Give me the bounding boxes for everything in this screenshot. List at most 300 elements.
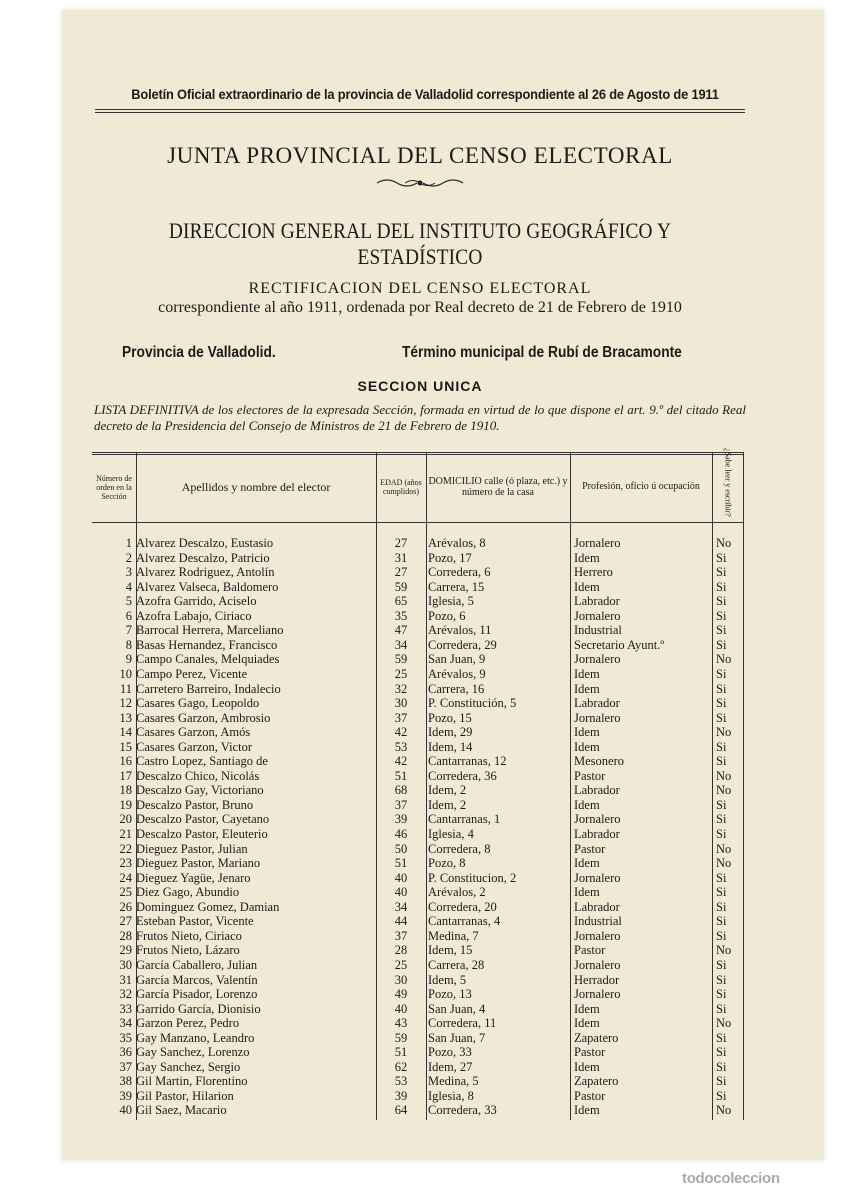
cell-age: 59 [394, 579, 408, 594]
cell-num: 10 [119, 666, 132, 681]
cell-name: Campo Perez, Vicente [136, 666, 248, 681]
cell-read: Si [716, 681, 727, 696]
table-row [92, 609, 744, 624]
cell-dom: San Juan, 4 [428, 1001, 486, 1016]
cell-num: 12 [119, 696, 132, 711]
cell-num: 25 [119, 885, 132, 900]
cell-name: Gay Sanchez, Sergio [136, 1059, 241, 1074]
cell-dom: Iglesia, 8 [428, 1088, 474, 1103]
cell-prof: Idem [574, 550, 600, 565]
cell-dom: Pozo, 15 [428, 710, 472, 725]
provincia-label: Provincia de Valladolid. [122, 344, 276, 361]
table-row [92, 754, 744, 769]
table-row [92, 1045, 744, 1060]
cell-age: 30 [394, 696, 408, 711]
cell-name: Carretero Barreiro, Indalecio [136, 681, 281, 696]
cell-prof: Idem [574, 1001, 600, 1016]
table-row [92, 565, 744, 580]
header-age: EDAD (años cumplidos) [380, 478, 422, 496]
cell-read: Si [716, 899, 727, 914]
cell-read: Si [716, 579, 727, 594]
lista-paragraph: LISTA DEFINITIVA de los electores de la expresada Sección, formada en virtud de lo que dispone el art. 9.º del citado Real decreto de la Presidencia del Consejo de Ministros de 21 de Febrero de 1910. [94, 402, 746, 433]
table-row [92, 871, 744, 886]
cell-name: Dieguez Pastor, Mariano [136, 856, 261, 871]
table-row [92, 682, 744, 697]
cell-dom: Carrera, 28 [428, 957, 485, 972]
cell-age: 27 [394, 536, 408, 550]
cell-dom: Corredera, 6 [428, 565, 491, 580]
cell-name: Dieguez Yagüe, Jenaro [136, 870, 251, 885]
cell-name: Alvarez Rodriguez, Antolín [136, 565, 275, 580]
cell-age: 53 [394, 1074, 408, 1089]
table-row [92, 1002, 744, 1017]
cell-prof: Labrador [574, 783, 620, 798]
cell-read: Si [716, 1074, 727, 1089]
cell-read: Si [716, 710, 727, 725]
cell-prof: Herrador [574, 972, 620, 987]
table-row [92, 711, 744, 726]
cell-name: Descalzo Gay, Victoriano [136, 783, 264, 798]
cell-read: Si [716, 987, 727, 1002]
cell-age: 25 [394, 666, 408, 681]
cell-dom: Pozo, 13 [428, 987, 472, 1002]
cell-age: 59 [394, 1030, 408, 1045]
cell-prof: Jornalero [574, 870, 621, 885]
cell-prof: Jornalero [574, 608, 621, 623]
cell-age: 40 [394, 885, 408, 900]
table-row [92, 929, 744, 944]
cell-age: 42 [394, 754, 408, 769]
cell-num: 14 [119, 725, 132, 740]
cell-age: 43 [394, 1016, 408, 1031]
cell-age: 62 [394, 1059, 408, 1074]
cell-age: 25 [394, 957, 408, 972]
cell-read: Si [716, 1045, 727, 1060]
cell-prof: Jornalero [574, 652, 621, 667]
cell-prof: Labrador [574, 594, 620, 609]
cell-name: Frutos Nieto, Lázaro [136, 943, 240, 958]
cell-age: 46 [394, 827, 408, 841]
cell-name: Descalzo Pastor, Bruno [136, 797, 254, 812]
cell-read: Si [716, 797, 727, 812]
cell-num: 24 [119, 870, 132, 885]
cell-dom: Pozo, 17 [428, 550, 472, 565]
correspondiente-line: correspondiente al año 1911, ordenada por Real decreto de 21 de Febrero de 1910 [158, 299, 682, 316]
cell-num: 17 [119, 768, 132, 783]
table-row [92, 812, 744, 827]
cell-name: Gay Manzano, Leandro [136, 1030, 255, 1045]
cell-read: No [716, 1103, 732, 1118]
cell-num: 39 [119, 1088, 132, 1103]
cell-age: 30 [394, 972, 408, 987]
cell-name: Campo Canales, Melquiades [136, 652, 280, 667]
cell-read: No [716, 536, 732, 550]
electors-table [92, 448, 744, 1120]
cell-dom: Carrera, 15 [428, 579, 485, 594]
cell-num: 20 [119, 812, 132, 827]
cell-name: Azofra Labajo, Ciriaco [136, 608, 252, 623]
cell-age: 37 [394, 928, 408, 943]
cell-dom: P. Constitucion, 2 [428, 870, 517, 885]
cell-read: Si [716, 754, 727, 769]
cell-dom: Iglesia, 5 [428, 594, 474, 609]
cell-num: 36 [119, 1045, 132, 1060]
cell-num: 32 [119, 987, 132, 1002]
cell-name: Garrido García, Dionisio [136, 1001, 261, 1016]
table-row [92, 536, 744, 551]
cell-age: 44 [394, 914, 408, 929]
cell-dom: P. Constitución, 5 [428, 696, 517, 711]
cell-read: Si [716, 565, 727, 580]
cell-read: No [716, 768, 732, 783]
cell-num: 1 [125, 536, 132, 550]
cell-age: 40 [394, 870, 408, 885]
table-row [92, 1016, 744, 1031]
cell-num: 30 [119, 957, 132, 972]
cell-prof: Idem [574, 1016, 600, 1031]
cell-age: 32 [394, 681, 408, 696]
cell-dom: Corredera, 11 [428, 1016, 497, 1031]
cell-num: 21 [119, 827, 132, 841]
cell-dom: Idem, 27 [428, 1059, 473, 1074]
cell-read: No [716, 1016, 732, 1031]
cell-name: Casares Gago, Leopoldo [136, 696, 260, 711]
header-num: Número de orden en la Sección [96, 473, 132, 501]
cell-dom: Corredera, 8 [428, 841, 491, 856]
cell-num: 38 [119, 1074, 132, 1089]
cell-read: No [716, 725, 732, 740]
table-row [92, 769, 744, 784]
cell-age: 28 [394, 943, 408, 958]
cell-prof: Idem [574, 579, 600, 594]
municipio-label: Término municipal de Rubí de Bracamonte [402, 344, 682, 361]
cell-dom: Idem, 2 [428, 797, 467, 812]
cell-prof: Idem [574, 885, 600, 900]
cell-name: Dominguez Gomez, Damian [136, 899, 280, 914]
cell-dom: Arévalos, 8 [428, 536, 486, 550]
header-profesion: Profesión, oficio ú ocupación [582, 481, 700, 492]
cell-num: 3 [125, 565, 132, 580]
cell-name: Descalzo Pastor, Eleuterio [136, 827, 268, 841]
cell-read: Si [716, 1001, 727, 1016]
table-row [92, 551, 744, 566]
cell-name: Descalzo Pastor, Cayetano [136, 812, 270, 827]
cell-read: Si [716, 696, 727, 711]
cell-read: Si [716, 739, 727, 754]
cell-age: 39 [394, 1088, 408, 1103]
cell-read: Si [716, 608, 727, 623]
cell-prof: Idem [574, 666, 600, 681]
cell-prof: Jornalero [574, 928, 621, 943]
flourish-ornament [375, 176, 465, 190]
cell-age: 27 [394, 565, 408, 580]
table-row [92, 842, 744, 857]
cell-age: 42 [394, 725, 408, 740]
cell-num: 11 [119, 681, 132, 696]
cell-prof: Pastor [574, 1088, 606, 1103]
cell-num: 31 [119, 972, 132, 987]
cell-name: Descalzo Chico, Nicolás [136, 768, 260, 783]
cell-dom: Idem, 29 [428, 725, 473, 740]
cell-dom: San Juan, 7 [428, 1030, 486, 1045]
cell-name: Gay Sanchez, Lorenzo [136, 1045, 250, 1060]
cell-read: Si [716, 594, 727, 609]
cell-name: Esteban Pastor, Vicente [136, 914, 254, 929]
cell-age: 53 [394, 739, 408, 754]
cell-prof: Idem [574, 739, 600, 754]
cell-num: 33 [119, 1001, 132, 1016]
table-row [92, 798, 744, 813]
cell-num: 40 [119, 1103, 132, 1118]
cell-read: No [716, 841, 732, 856]
cell-prof: Idem [574, 725, 600, 740]
cell-age: 51 [394, 768, 408, 783]
cell-dom: Arévalos, 11 [428, 623, 492, 638]
cell-prof: Jornalero [574, 710, 621, 725]
cell-num: 2 [125, 550, 132, 565]
cell-read: Si [716, 1088, 727, 1103]
cell-prof: Idem [574, 1059, 600, 1074]
cell-name: García Pisador, Lorenzo [136, 987, 258, 1002]
cell-dom: San Juan, 9 [428, 652, 486, 667]
cell-prof: Pastor [574, 841, 606, 856]
cell-read: No [716, 652, 732, 667]
cell-num: 28 [119, 928, 132, 943]
cell-dom: Idem, 15 [428, 943, 473, 958]
cell-num: 13 [119, 710, 132, 725]
cell-prof: Idem [574, 856, 600, 871]
cell-read: Si [716, 827, 727, 841]
cell-dom: Iglesia, 4 [428, 827, 474, 841]
cell-dom: Cantarranas, 1 [428, 812, 501, 827]
cell-name: Casares Garzon, Victor [136, 739, 252, 754]
cell-dom: Corredera, 29 [428, 637, 497, 652]
header-sabe-leer [712, 448, 744, 522]
table-row [92, 973, 744, 988]
cell-num: 23 [119, 856, 132, 871]
cell-prof: Jornalero [574, 536, 621, 550]
direccion-title: DIRECCION GENERAL DEL INSTITUTO GEOGRÁFICO Y ESTADÍSTICO [168, 218, 672, 269]
cell-age: 35 [394, 608, 408, 623]
cell-read: No [716, 943, 732, 958]
cell-dom: Pozo, 8 [428, 856, 466, 871]
cell-prof: Labrador [574, 696, 620, 711]
cell-name: Diez Gago, Abundio [136, 885, 240, 900]
junta-title: JUNTA PROVINCIAL DEL CENSO ELECTORAL [167, 143, 673, 168]
cell-name: Garzon Perez, Pedro [136, 1016, 240, 1031]
cell-num: 18 [119, 783, 132, 798]
cell-age: 64 [394, 1103, 408, 1118]
cell-read: Si [716, 957, 727, 972]
cell-read: Si [716, 885, 727, 900]
table-row [92, 958, 744, 973]
cell-num: 26 [119, 899, 132, 914]
cell-num: 4 [125, 579, 132, 594]
table-row [92, 667, 744, 682]
cell-dom: Cantarranas, 4 [428, 914, 501, 929]
cell-dom: Pozo, 6 [428, 608, 466, 623]
cell-dom: Arévalos, 2 [428, 885, 486, 900]
cell-num: 9 [125, 652, 132, 667]
header-name: Apellidos y nombre del elector [181, 479, 331, 494]
cell-num: 22 [119, 841, 132, 856]
seccion-label: SECCION UNICA [357, 378, 483, 394]
table-row [92, 783, 744, 798]
cell-age: 65 [394, 594, 408, 609]
cell-name: Barrocal Herrera, Marceliano [136, 623, 284, 638]
cell-name: García Caballero, Julian [136, 957, 258, 972]
cell-num: 6 [125, 608, 132, 623]
cell-num: 8 [125, 637, 132, 652]
cell-num: 19 [119, 797, 132, 812]
cell-read: Si [716, 1059, 727, 1074]
table-row [92, 623, 744, 638]
cell-name: Azofra Garrido, Aciselo [136, 594, 257, 609]
table-header-rule [92, 522, 744, 523]
cell-prof: Jornalero [574, 957, 621, 972]
table-row [92, 652, 744, 667]
cell-name: Gil Pastor, Hilarion [136, 1088, 234, 1103]
cell-age: 39 [394, 812, 408, 827]
cell-read: No [716, 856, 732, 871]
cell-age: 50 [394, 841, 408, 856]
rectificacion-title: RECTIFICACION DEL CENSO ELECTORAL [248, 280, 592, 297]
cell-dom: Corredera, 36 [428, 768, 497, 783]
table-row [92, 900, 744, 915]
cell-num: 5 [125, 594, 132, 609]
table-row [92, 725, 744, 740]
cell-age: 37 [394, 710, 408, 725]
cell-num: 35 [119, 1030, 132, 1045]
cell-prof: Secretario Ayunt.º [574, 637, 665, 652]
cell-prof: Pastor [574, 1045, 606, 1060]
cell-name: Frutos Nieto, Ciriaco [136, 928, 242, 943]
bulletin-header: Boletín Oficial extraordinario de la provincia de Valladolid correspondiente al 26 de Agosto de 1911 [131, 86, 719, 102]
cell-num: 29 [119, 943, 132, 958]
cell-dom: Idem, 2 [428, 783, 467, 798]
cell-dom: Medina, 7 [428, 928, 479, 943]
cell-dom: Pozo, 33 [428, 1045, 472, 1060]
table-row [92, 1103, 744, 1118]
cell-name: Casares Garzon, Amós [136, 725, 251, 740]
cell-prof: Pastor [574, 768, 606, 783]
cell-num: 16 [119, 754, 132, 769]
table-row [92, 885, 744, 900]
cell-dom: Idem, 5 [428, 972, 467, 987]
cell-age: 34 [394, 899, 408, 914]
cell-prof: Labrador [574, 899, 620, 914]
cell-age: 51 [394, 856, 408, 871]
cell-read: Si [716, 623, 727, 638]
cell-name: Alvarez Descalzo, Patricio [136, 550, 270, 565]
cell-name: Gil Martin, Florentino [136, 1074, 248, 1089]
table-row [92, 827, 744, 842]
cell-age: 59 [394, 652, 408, 667]
table-row [92, 1089, 744, 1104]
table-row [92, 1060, 744, 1075]
cell-read: Si [716, 914, 727, 929]
cell-read: Si [716, 1030, 727, 1045]
cell-name: Alvarez Descalzo, Eustasio [136, 536, 274, 550]
cell-prof: Idem [574, 1103, 600, 1118]
bulletin-rule-top [95, 109, 745, 110]
table-row [92, 638, 744, 653]
cell-prof: Idem [574, 797, 600, 812]
cell-name: Alvarez Valseca, Baldomero [136, 579, 279, 594]
table-row [92, 1031, 744, 1046]
table-row [92, 696, 744, 711]
table-row [92, 1074, 744, 1089]
cell-num: 37 [119, 1059, 132, 1074]
cell-name: Casares Garzon, Ambrosio [136, 710, 271, 725]
cell-read: No [716, 783, 732, 798]
cell-prof: Industrial [574, 623, 622, 638]
cell-age: 34 [394, 637, 408, 652]
cell-prof: Labrador [574, 827, 620, 841]
cell-name: Gil Saez, Macario [136, 1103, 227, 1118]
cell-read: Si [716, 550, 727, 565]
table-row [92, 987, 744, 1002]
table-row [92, 943, 744, 958]
cell-prof: Jornalero [574, 812, 621, 827]
table-row [92, 594, 744, 609]
cell-read: Si [716, 972, 727, 987]
cell-age: 49 [394, 987, 408, 1002]
cell-dom: Corredera, 33 [428, 1103, 497, 1118]
header-sabe-leer-text: ¿Sabe leer y escribir? [723, 448, 733, 517]
cell-prof: Idem [574, 681, 600, 696]
cell-dom: Arévalos, 9 [428, 666, 486, 681]
cell-age: 68 [394, 783, 408, 798]
header-domicilio: DOMICILIO calle (ó plaza, etc.) y número de la casa [428, 476, 568, 498]
cell-name: Castro Lopez, Santiago de [136, 754, 268, 769]
bulletin-rule-bottom [95, 112, 745, 113]
cell-dom: Carrera, 16 [428, 681, 485, 696]
cell-read: Si [716, 812, 727, 827]
table-row [92, 914, 744, 929]
cell-age: 51 [394, 1045, 408, 1060]
cell-name: Dieguez Pastor, Julian [136, 841, 248, 856]
cell-prof: Zapatero [574, 1074, 619, 1089]
cell-age: 31 [394, 550, 408, 565]
cell-prof: Industrial [574, 914, 622, 929]
cell-dom: Cantarranas, 12 [428, 754, 507, 769]
cell-age: 40 [394, 1001, 408, 1016]
cell-prof: Pastor [574, 943, 606, 958]
cell-prof: Mesonero [574, 754, 624, 769]
cell-read: Si [716, 637, 727, 652]
cell-prof: Zapatero [574, 1030, 619, 1045]
table-row [92, 856, 744, 871]
cell-prof: Jornalero [574, 987, 621, 1002]
cell-age: 37 [394, 797, 408, 812]
cell-num: 34 [119, 1016, 132, 1031]
cell-dom: Idem, 14 [428, 739, 473, 754]
cell-num: 7 [125, 623, 132, 638]
cell-age: 47 [394, 623, 408, 638]
cell-num: 15 [119, 739, 132, 754]
cell-dom: Corredera, 20 [428, 899, 497, 914]
cell-name: García Marcos, Valentín [136, 972, 258, 987]
cell-read: Si [716, 666, 727, 681]
cell-name: Basas Hernandez, Francisco [136, 637, 278, 652]
cell-num: 27 [119, 914, 132, 929]
cell-read: Si [716, 870, 727, 885]
cell-read: Si [716, 928, 727, 943]
table-row [92, 740, 744, 755]
watermark: todocoleccion [682, 1170, 780, 1187]
cell-dom: Medina, 5 [428, 1074, 479, 1089]
